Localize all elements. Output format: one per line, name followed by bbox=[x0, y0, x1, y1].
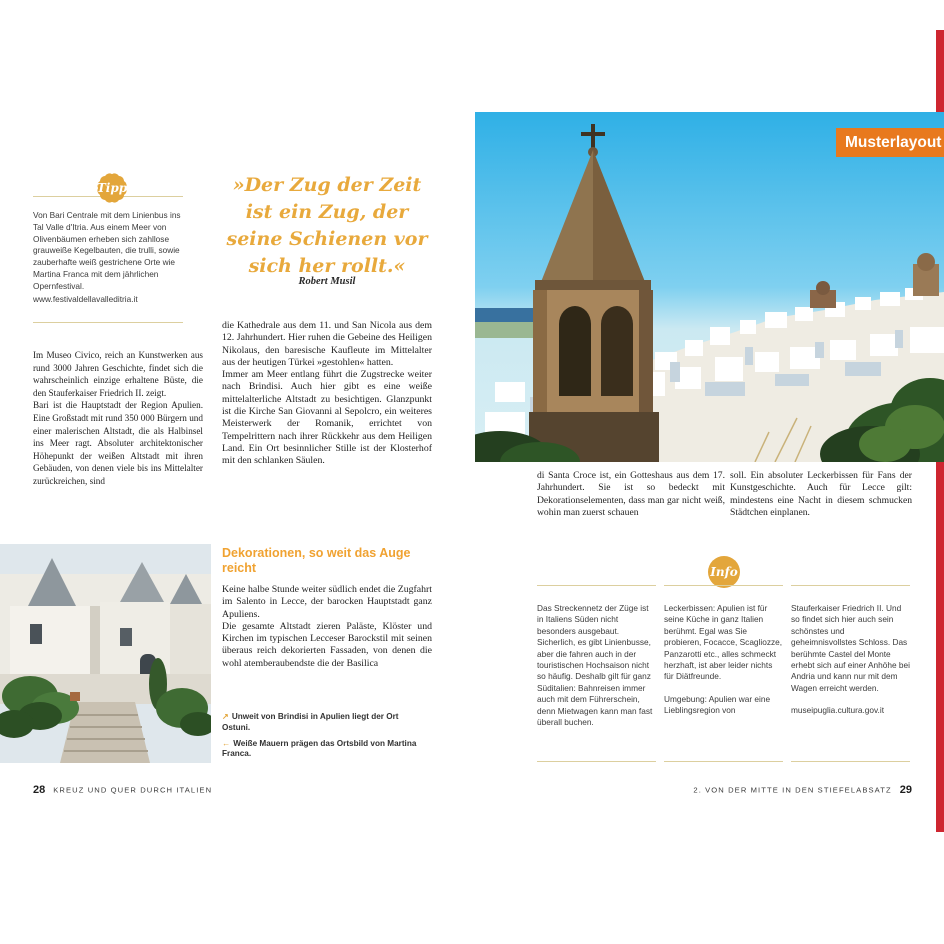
info-column-food bbox=[664, 585, 783, 762]
info-text: Das Streckennetz der Züge ist in Italiens Süden nicht besonders ausgebaut. Sicherlich, es gibt Linienbusse, aber die fahren auch in der touristischen Hochsaison nicht so häufig. Deshalb gilt für ganz Süditalien: Bahnreisen immer auch mit dem Führerschein, denn Mietwagen kann man fast überall buchen. bbox=[537, 603, 653, 728]
column1-body bbox=[33, 349, 203, 488]
tip-badge-label: Tipp bbox=[98, 174, 126, 202]
photo-ostuni bbox=[475, 112, 944, 462]
paragraph: Keine halbe Stunde weiter südlich endet die Zugfahrt im Salento in Lecce, der barocken Hauptstadt ganz Apuliens. bbox=[222, 584, 432, 620]
running-title-left: KREUZ UND QUER DURCH ITALIEN bbox=[53, 785, 213, 795]
section-body bbox=[222, 584, 432, 670]
footer-right bbox=[535, 784, 912, 796]
right-column1 bbox=[537, 470, 725, 520]
tip-link: www.festivaldellavalleditria.it bbox=[33, 293, 138, 304]
tip-text: Von Bari Centrale mit dem Linienbus ins Tal Valle d'Itria. Aus einem Meer von Olivenbäumen erheben sich zahllose grauweiße Kegelbauten, die trulli, sowie zauberhafte weiß gestrichene Orte wie Martina Franca mit dem jährlichen Opernfestival. bbox=[33, 210, 181, 291]
caption-text: Unweit von Brindisi in Apulien liegt der Ort Ostuni. bbox=[222, 712, 399, 732]
page-number-left: 28 bbox=[33, 784, 46, 796]
paragraph: soll. Ein absoluter Leckerbissen für Fans der Kunstgeschichte. Auch für Lecce gilt: mindestens eine Nacht in diesem schmucken Städtchen einplanen. bbox=[730, 470, 912, 519]
info-text: Stauferkaiser Friedrich II. Und so findet sich hier auch sein schönstes und geheimnisvollstes Schloss. Das berühmte Castel del Monte erhebt sich auf einer Anhöhe bei Andria und kann nur mit dem Wagen erreicht werden. bbox=[791, 603, 911, 693]
info-text: Umgebung: Apulien war eine Lieblingsregion von bbox=[664, 693, 771, 716]
section-heading: Dekorationen, so weit das Auge reicht bbox=[222, 546, 411, 575]
page-number-right: 29 bbox=[899, 784, 912, 796]
running-title-right: 2. VON DER MITTE IN DEN STIEFELABSATZ bbox=[693, 785, 892, 795]
info-text: Leckerbissen: Apulien ist für seine Küche in ganz Italien berühmt. Egal was Sie probieren, Focacce, Scagliozze, Panzarotti etc., alles schmeckt herzhaft, ist aber leider nichts für Diätfreunde. bbox=[664, 603, 783, 682]
tip-rule-bottom bbox=[33, 322, 183, 323]
paragraph: di Santa Croce ist, ein Gotteshaus aus dem 17. Jahrhundert. Sie ist so bedeckt mit Dekorationselementen, dass man gar nicht weiß, wohin man zuerst schauen bbox=[537, 470, 725, 519]
paragraph: die Kathedrale aus dem 11. und San Nicola aus dem 12. Jahrhundert. Hier ruhen die Gebeine des Heiligen Nikolaus, den baresische Kaufleute im Mittelalter aus der heutigen Türkei »gestohlen« hatten. bbox=[222, 320, 432, 368]
quote-attribution: Robert Musil bbox=[298, 276, 356, 287]
arrow-up-right-icon: ↗ bbox=[222, 712, 229, 721]
tip-badge bbox=[94, 170, 130, 206]
photo-martina-franca bbox=[0, 544, 211, 763]
paragraph: Im Museo Civico, reich an Kunstwerken aus rund 3000 Jahren Geschichte, findet sich die wahrscheinlich einzige erhaltene Büste, die den Stauferkaiser Friedrich II. zeigt. bbox=[33, 350, 203, 398]
caption-text: Weiße Mauern prägen das Ortsbild von Martina Franca. bbox=[222, 738, 417, 759]
photo-ostuni-illustration bbox=[475, 112, 944, 462]
arrow-left-icon: ← bbox=[222, 738, 231, 748]
info-column-transport bbox=[537, 585, 656, 762]
caption-ostuni bbox=[222, 712, 427, 734]
info-link: museipuglia.cultura.gov.it bbox=[791, 705, 885, 716]
pull-quote: »Der Zug der Zeit ist ein Zug, der seine Schienen vor sich her rollt.« bbox=[226, 174, 428, 277]
footer-left bbox=[33, 784, 433, 796]
paragraph: Bari ist die Hauptstadt der Region Apulien. Eine Großstadt mit rund 350 000 Bürgern und einer malerischen Altstadt, die als Halbinsel ins Meer ragt. Absoluter architektonischer Höhepunkt der weißen Altstadt mit ihren Gebäuden, von denen viele bis ins Mittelalter zurückreichen, sind bbox=[33, 400, 203, 486]
paragraph: Die gesamte Altstadt zieren Paläste, Klöster und Kirchen im typischen Lecceser Barockstil mit seinen überaus reich dekorierten Fassaden, von denen die wohl atemberaubendste die der Basilica bbox=[222, 620, 432, 669]
info-column-castle bbox=[791, 585, 910, 762]
column2-body bbox=[222, 320, 432, 468]
musterlayout-banner: Musterlayout bbox=[836, 128, 944, 157]
photo-captions bbox=[222, 712, 427, 765]
right-column2 bbox=[730, 470, 912, 520]
tip-box bbox=[33, 210, 187, 305]
photo-martina-franca-illustration bbox=[0, 544, 211, 763]
caption-martina-franca bbox=[222, 739, 427, 761]
info-badge-label: Info bbox=[708, 556, 740, 588]
paragraph: Immer am Meer entlang führt die Zugstrecke weiter nach Brindisi. Auch hier gibt es eine weiße mittelalterliche Altstadt zu besichtigen. Glanzpunkt ist die Kirche San Giovanni al Sepolcro, ein weiteres Meisterwerk der Romanik, errichtet von Tempelrittern nach ihrer Rückkehr aus dem Heiligen Land. Ein Ort besinnlicher Stille ist der Klosterhof mit den schlanken Säulen. bbox=[222, 369, 432, 467]
